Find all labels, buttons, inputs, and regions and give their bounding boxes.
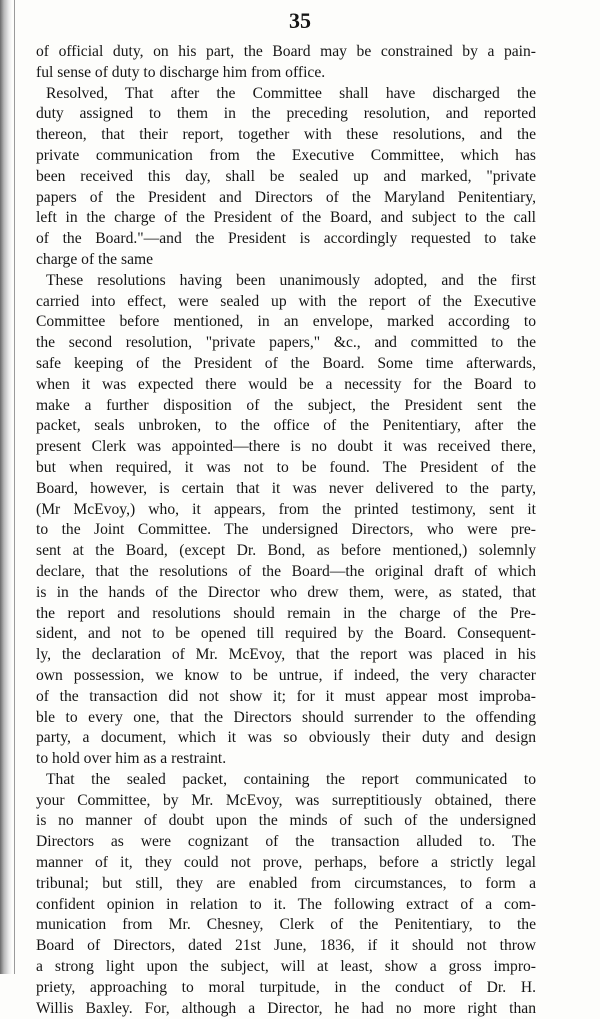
text-line: manner of it, they could not prove, perhaps, before a strictly legal bbox=[36, 854, 536, 872]
text-line: to hold over him as a restraint. bbox=[36, 750, 227, 768]
text-line: confident opinion in relation to it. The following extract of a com- bbox=[36, 895, 536, 913]
text-line: own possession, we know to be untrue, if indeed, the very character bbox=[36, 666, 536, 684]
text-line: of the transaction did not show it; for it must appear most improba- bbox=[36, 687, 536, 705]
text-line: party, a document, which it was so obviously their duty and design bbox=[36, 729, 536, 747]
text-line: present Clerk was appointed—there is no doubt it was received there, bbox=[36, 438, 536, 456]
text-line: ful sense of duty to discharge him from office. bbox=[36, 63, 326, 81]
text-line: sident, and not to be opened till required by the Board. Consequent- bbox=[36, 625, 536, 643]
text-line: carried into effect, were sealed up with the report of the Executive bbox=[36, 292, 536, 310]
text-line: papers of the President and Directors of the Maryland Penitentiary, bbox=[36, 188, 536, 206]
text-line: left in the charge of the President of the Board, and subject to the call bbox=[36, 209, 536, 227]
text-line: munication from Mr. Chesney, Clerk of the Penitentiary, to the bbox=[36, 916, 536, 934]
text-line: charge of the same bbox=[36, 250, 154, 268]
text-line: been received this day, shall be sealed up and marked, "private bbox=[36, 167, 536, 185]
text-line: That the sealed packet, containing the report communicated to bbox=[46, 770, 536, 788]
text-line: is no manner of doubt upon the minds of such of the undersigned bbox=[36, 812, 536, 830]
text-line: (Mr McEvoy,) who, it appears, from the printed testimony, sent it bbox=[36, 500, 536, 518]
body-text bbox=[36, 42, 536, 1019]
text-line: sent at the Board, (except Dr. Bond, as before mentioned,) solemnly bbox=[36, 542, 536, 560]
text-line: a strong light upon the subject, will at least, show a gross impro- bbox=[36, 958, 536, 976]
text-line: thereon, that their report, together with these resolutions, and the bbox=[36, 126, 536, 144]
page-number: 35 bbox=[289, 8, 311, 33]
text-line: is in the hands of the Director who drew them, were, as stated, that bbox=[36, 583, 536, 601]
text-line: Committee before mentioned, in an envelope, marked according to bbox=[36, 313, 536, 331]
text-line: safe keeping of the President of the Board. Some time afterwards, bbox=[36, 354, 536, 372]
text-line: ly, the declaration of Mr. McEvoy, that the report was placed in his bbox=[36, 646, 536, 664]
text-line: private communication from the Executive Committee, which has bbox=[36, 146, 536, 164]
text-line: the second resolution, "private papers," &c., and committed to the bbox=[36, 334, 536, 352]
text-line: declare, that the resolutions of the Board—the original draft of which bbox=[36, 562, 536, 580]
text-line: but when required, it was not to be found. The President of the bbox=[36, 458, 536, 476]
text-line: when it was expected there would be a necessity for the Board to bbox=[36, 375, 536, 393]
text-line: These resolutions having been unanimously adopted, and the first bbox=[46, 271, 536, 289]
binding-rule bbox=[14, 0, 15, 974]
text-line: to the Joint Committee. The undersigned Directors, who were pre- bbox=[36, 521, 536, 539]
text-line: of the Board."—and the President is accordingly requested to take bbox=[36, 230, 536, 248]
text-line: Board of Directors, dated 21st June, 1836, if it should not throw bbox=[36, 937, 536, 955]
text-line: priety, approaching to moral turpitude, in the conduct of Dr. H. bbox=[36, 978, 536, 996]
text-line: the report and resolutions should remain in the charge of the Pre- bbox=[36, 604, 536, 622]
text-line: Resolved, That after the Committee shall have discharged the bbox=[46, 84, 536, 102]
text-line: ble to every one, that the Directors should surrender to the offending bbox=[36, 708, 536, 726]
text-line: Directors as were cognizant of the transaction alluded to. The bbox=[36, 833, 536, 851]
text-line: your Committee, by Mr. McEvoy, was surreptitiously obtained, there bbox=[36, 791, 536, 809]
text-line: Willis Baxley. For, although a Director, he had no more right than bbox=[36, 999, 536, 1017]
text-line: packet, seals unbroken, to the office of the Penitentiary, after the bbox=[36, 417, 536, 435]
text-line: duty assigned to them in the preceding resolution, and reported bbox=[36, 105, 536, 123]
text-line: Board, however, is certain that it was never delivered to the party, bbox=[36, 479, 536, 497]
text-line: make a further disposition of the subject, the President sent the bbox=[36, 396, 536, 414]
text-line: of official duty, on his part, the Board may be constrained by a pain- bbox=[36, 43, 536, 60]
book-binding-edge bbox=[0, 0, 12, 974]
text-line: tribunal; but still, they are enabled from circumstances, to form a bbox=[36, 874, 536, 892]
